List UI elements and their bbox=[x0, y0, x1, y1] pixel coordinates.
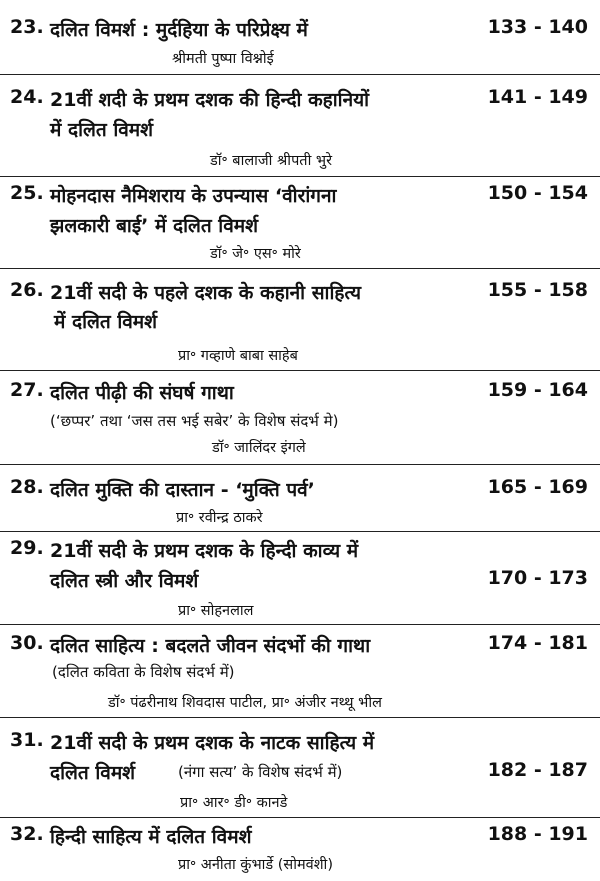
page-range: 188 - 191 bbox=[487, 823, 588, 845]
page-range: 165 - 169 bbox=[487, 476, 588, 498]
entry-author: डॉ॰ पंढरीनाथ शिवदास पाटील, प्रा॰ अंजीर नथ्थू भील bbox=[108, 695, 382, 711]
entry-number: 32. bbox=[10, 823, 44, 845]
entry-author: प्रा॰ रवीन्द्र ठाकरे bbox=[176, 510, 263, 526]
divider bbox=[0, 464, 600, 465]
entry-title-line-1: 21वीं शदी के प्रथम दशक की हिन्दी कहानियों bbox=[50, 89, 370, 111]
entry-inline-subtitle: (नंगा सत्य’ के विशेष संदर्भ में) bbox=[178, 763, 343, 781]
divider bbox=[0, 817, 600, 818]
entry-author: डॉ॰ जे॰ एस॰ मोरे bbox=[210, 246, 301, 262]
entry-subtitle: (दलित कविता के विशेष संदर्भ में) bbox=[52, 663, 235, 681]
entry-title-line-2: दलित स्त्री और विमर्श bbox=[50, 570, 199, 592]
entry-author: डॉ॰ जालिंदर इंगले bbox=[212, 440, 306, 456]
entry-subtitle: (‘छप्पर’ तथा ‘जस तस भई सबेर’ के विशेष संदर्भ मे) bbox=[50, 412, 339, 430]
page-range: 182 - 187 bbox=[487, 759, 588, 781]
page-range: 155 - 158 bbox=[487, 279, 588, 301]
divider bbox=[0, 370, 600, 371]
entry-number: 24. bbox=[10, 86, 44, 108]
page-range: 141 - 149 bbox=[487, 86, 588, 108]
entry-author: प्रा॰ आर॰ डी॰ कानडे bbox=[180, 795, 288, 811]
divider bbox=[0, 268, 600, 269]
page-range: 170 - 173 bbox=[487, 567, 588, 589]
entry-number: 28. bbox=[10, 476, 44, 498]
divider bbox=[0, 531, 600, 532]
entry-author: श्रीमती पुष्पा विश्नोई bbox=[172, 51, 274, 67]
entry-number: 31. bbox=[10, 729, 44, 751]
entry-title-line-2: दलित विमर्श bbox=[50, 762, 136, 784]
entry-number: 26. bbox=[10, 279, 44, 301]
page-range: 174 - 181 bbox=[487, 632, 588, 654]
entry-title-line-2: में दलित विमर्श bbox=[54, 311, 158, 333]
entry-author: प्रा॰ गव्हाणे बाबा साहेब bbox=[178, 348, 298, 364]
entry-title-line-2: में दलित विमर्श bbox=[50, 119, 154, 141]
entry-author: प्रा॰ अनीता कुंभार्डे (सोमवंशी) bbox=[178, 857, 333, 873]
entry-number: 30. bbox=[10, 632, 44, 654]
entry-number: 23. bbox=[10, 16, 44, 38]
entry-title-line-1: 21वीं सदी के प्रथम दशक के नाटक साहित्य में bbox=[50, 732, 375, 754]
entry-title-line-1: 21वीं सदी के पहले दशक के कहानी साहित्य bbox=[50, 282, 362, 304]
page-range: 150 - 154 bbox=[487, 182, 588, 204]
entry-number: 27. bbox=[10, 379, 44, 401]
entry-author: डॉ॰ बालाजी श्रीपती भुरे bbox=[210, 153, 333, 169]
entry-title: दलित मुक्ति की दास्तान - ‘मुक्ति पर्व’ bbox=[50, 479, 315, 501]
entry-title: दलित साहित्य : बदलते जीवन संदर्भो की गाथा bbox=[50, 635, 371, 657]
entry-number: 25. bbox=[10, 182, 44, 204]
entry-title: हिन्दी साहित्य में दलित विमर्श bbox=[50, 826, 252, 848]
divider bbox=[0, 624, 600, 625]
entry-title-line-2: झलकारी बाई’ में दलित विमर्श bbox=[50, 215, 259, 237]
entry-title-line-1: 21वीं सदी के प्रथम दशक के हिन्दी काव्य में bbox=[50, 540, 359, 562]
entry-author: प्रा॰ सोहनलाल bbox=[178, 603, 254, 619]
divider bbox=[0, 176, 600, 177]
entry-title: दलित पीढ़ी की संघर्ष गाथा bbox=[50, 382, 234, 404]
entry-title: दलित विमर्श : मुर्दहिया के परिप्रेक्ष्य में bbox=[50, 19, 308, 41]
entry-number: 29. bbox=[10, 537, 44, 559]
page-range: 133 - 140 bbox=[487, 16, 588, 38]
page-range: 159 - 164 bbox=[487, 379, 588, 401]
divider bbox=[0, 74, 600, 75]
divider bbox=[0, 717, 600, 718]
entry-title-line-1: मोहनदास नैमिशराय के उपन्यास ‘वीरांगना bbox=[50, 185, 337, 207]
